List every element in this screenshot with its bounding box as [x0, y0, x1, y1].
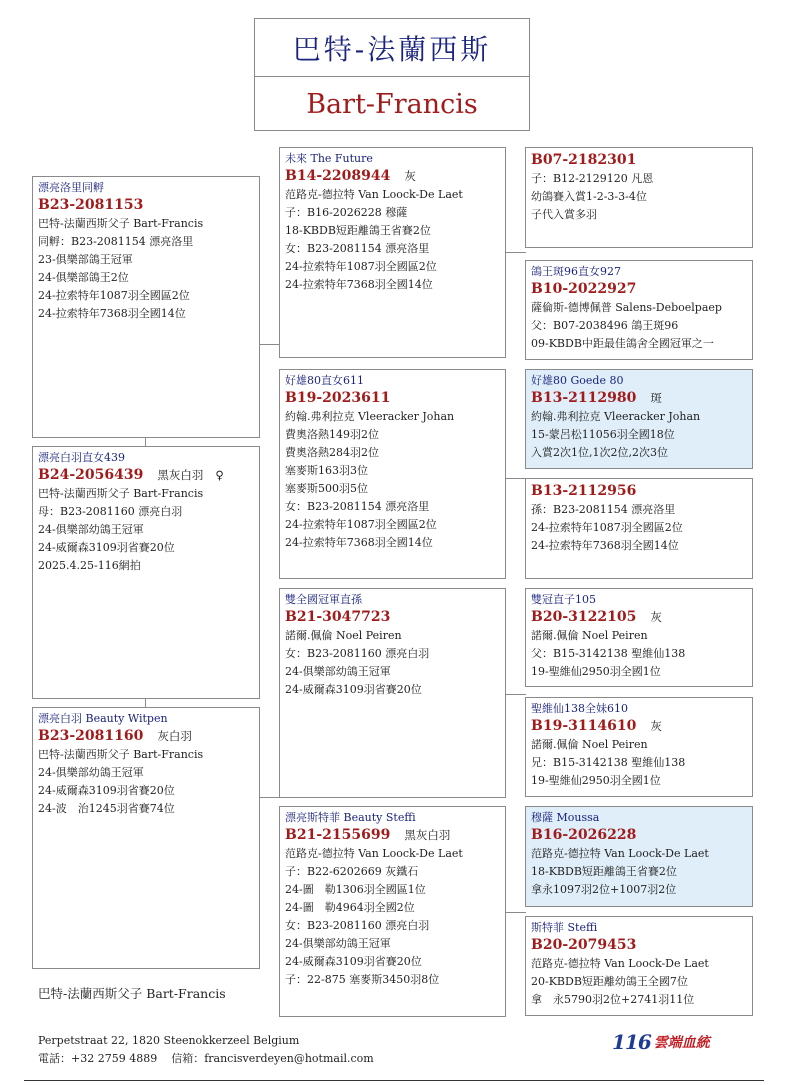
ring-text: B20-3122105: [531, 609, 637, 625]
info-line: 約翰.弗利拉克 Vleeracker Johan: [285, 410, 455, 423]
ring-number: [531, 280, 747, 299]
great-grandparent-card: [525, 147, 753, 248]
info-line: 24-俱樂部幼鴿王冠軍: [285, 937, 391, 950]
header-title-zh: 巴特-法蘭西斯: [255, 19, 529, 77]
info-line: 約翰.弗利拉克 Vleeracker Johan: [531, 410, 701, 423]
info-line: 19-聖維仙2950羽全國1位: [531, 665, 661, 678]
info-line: 24-威爾森3109羽省賽20位: [285, 683, 422, 696]
card-title: 漂亮洛里同孵: [38, 181, 104, 194]
phone: 電話：+32 2759 4889: [38, 1052, 158, 1065]
ring-text: B07-2182301: [531, 152, 637, 168]
connector: [505, 912, 526, 913]
card-title: 漂亮白羽 Beauty Witpen: [38, 712, 168, 725]
info-line: 子：22-875 塞麥斯3450羽8位: [285, 973, 440, 986]
info-line: 范路克-德拉特 Van Loock-De Laet: [531, 847, 709, 860]
info-line: 18-KBDB短距離鴿王省賽2位: [531, 865, 677, 878]
info-line: 費奧洛熱149羽2位: [285, 428, 379, 441]
info-line: 子：B12-2129120 凡恩: [531, 172, 654, 185]
card-title: 漂亮白羽直女439: [38, 451, 125, 464]
ring-text: B24-2056439: [38, 467, 144, 483]
ring-number: [38, 727, 254, 746]
ring-text: B13-2112956: [531, 483, 637, 499]
ring-text: B13-2112980: [531, 390, 637, 406]
connector: [145, 437, 146, 446]
connector: [259, 344, 280, 345]
info-line: 巴特-法蘭西斯父子 Bart-Francis: [38, 487, 204, 500]
owner-name: 巴特-法蘭西斯父子 Bart-Francis: [38, 986, 226, 1001]
ring-text: B10-2022927: [531, 281, 637, 297]
info-line: 19-聖維仙2950羽全國1位: [531, 774, 661, 787]
address: Perpetstraat 22, 1820 Steenokkerzeel Belgium: [38, 1034, 300, 1047]
feather-color: 灰: [650, 719, 662, 733]
info-line: 同孵：B23-2081154 漂亮洛里: [38, 235, 194, 248]
ring-number: [38, 196, 254, 215]
card-title: 鴿王斑96直女927: [531, 265, 621, 278]
ring-number: [531, 608, 747, 627]
info-line: 拿 永5790羽2位+2741羽11位: [531, 993, 695, 1006]
connector: [145, 698, 146, 707]
ring-text: B14-2208944: [285, 168, 391, 184]
info-line: 2025.4.25-116網拍: [38, 559, 141, 572]
card-title: 好雄80直女611: [285, 374, 364, 387]
info-line: 24-拉索特年7368羽全國14位: [285, 536, 433, 549]
feather-color: 黑灰白羽: [404, 828, 451, 842]
logo-text: 雲端血統: [653, 1035, 710, 1051]
ring-text: B20-2079453: [531, 937, 637, 953]
feather-color: 斑: [650, 391, 662, 405]
info-line: 24-威爾森3109羽省賽20位: [285, 955, 422, 968]
subject-card: [32, 176, 260, 438]
info-line: 24-俱樂部幼鴿王冠軍: [38, 766, 144, 779]
card-title: 漂亮斯特菲 Beauty Steffi: [285, 811, 416, 824]
grandparent-card: [279, 806, 506, 1017]
info-line: 范路克-德拉特 Van Loock-De Laet: [531, 957, 709, 970]
info-line: 09-KBDB中距最佳鴿舍全國冠軍之一: [531, 337, 714, 350]
grandparent-card: [279, 147, 506, 358]
sex-symbol: ♀: [215, 468, 224, 482]
brand-logo: [612, 1030, 710, 1054]
ring-number: [285, 389, 500, 408]
info-line: 18-KBDB短距離鴿王省賽2位: [285, 224, 431, 237]
info-line: 子：B22-6202669 灰鐵石: [285, 865, 419, 878]
card-title: 穆薩 Moussa: [531, 811, 600, 824]
info-line: 24-拉索特年1087羽全國區2位: [285, 518, 437, 531]
card-title: 聖維仙138全妹610: [531, 702, 628, 715]
info-line: 24-拉索特年7368羽全國14位: [285, 278, 433, 291]
ring-number: [285, 167, 500, 186]
info-line: 女：B23-2081160 漂亮白羽: [285, 647, 430, 660]
info-line: 諾爾.佩倫 Noel Peiren: [531, 738, 648, 751]
great-grandparent-card: [525, 260, 753, 360]
info-line: 24-拉索特年1087羽全國區2位: [531, 521, 683, 534]
ring-number: [531, 936, 747, 955]
info-line: 24-俱樂部鴿王2位: [38, 271, 129, 284]
great-grandparent-card: [525, 588, 753, 687]
ring-number: [531, 151, 747, 170]
ring-number: [531, 482, 747, 501]
info-line: 24-威爾森3109羽省賽20位: [38, 784, 175, 797]
ring-number: [531, 826, 747, 845]
great-grandparent-card: [525, 916, 753, 1016]
info-line: 24-俱樂部幼鴿王冠軍: [38, 523, 144, 536]
info-line: 23-俱樂部鴿王冠軍: [38, 253, 133, 266]
card-title: 雙冠直子105: [531, 593, 596, 606]
ring-text: B21-2155699: [285, 827, 391, 843]
pedigree-header: [254, 18, 530, 131]
info-line: 范路克-德拉特 Van Loock-De Laet: [285, 188, 463, 201]
great-grandparent-card: [525, 806, 753, 907]
info-line: 入賞2次1位,1次2位,2次3位: [531, 446, 668, 459]
feather-color: 灰: [404, 169, 416, 183]
ring-number: [285, 826, 500, 845]
info-line: 24-拉索特年7368羽全國14位: [531, 539, 679, 552]
info-line: 子：B16-2026228 穆薩: [285, 206, 408, 219]
info-line: 薩倫斯-德博佩普 Salens-Deboelpaep: [531, 301, 722, 314]
info-line: 拿永1097羽2位+1007羽2位: [531, 883, 677, 896]
ring-text: B16-2026228: [531, 827, 637, 843]
info-line: 女：B23-2081154 漂亮洛里: [285, 242, 430, 255]
info-line: 24-威爾森3109羽省賽20位: [38, 541, 175, 554]
sire-card: [32, 446, 260, 699]
card-title: 斯特菲 Steffi: [531, 921, 598, 934]
ring-number: [38, 466, 254, 485]
ring-text: B23-2081153: [38, 197, 144, 213]
logo-number: 116: [612, 1030, 651, 1054]
ring-number: [531, 389, 747, 408]
info-line: 24-拉索特年1087羽全國區2位: [38, 289, 190, 302]
contact-block: [38, 1032, 374, 1068]
info-line: 20-KBDB短距離幼鴿王全國7位: [531, 975, 688, 988]
connector: [259, 797, 280, 798]
footer-divider: [24, 1080, 764, 1081]
feather-color: 灰白羽: [157, 729, 192, 743]
connector: [505, 694, 526, 695]
info-line: 費奧洛熱284羽2位: [285, 446, 379, 459]
info-line: 諾爾.佩倫 Noel Peiren: [285, 629, 402, 642]
info-line: 塞麥斯163羽3位: [285, 464, 368, 477]
info-line: 塞麥斯500羽5位: [285, 482, 368, 495]
ring-text: B21-3047723: [285, 609, 391, 625]
email: 信箱：francisverdeyen@hotmail.com: [171, 1052, 374, 1065]
info-line: 15-蒙呂松11056羽全國18位: [531, 428, 675, 441]
feather-color: 灰: [650, 610, 662, 624]
feather-color: 黑灰白羽: [157, 468, 204, 482]
connector: [505, 478, 526, 479]
grandparent-card: [279, 369, 506, 579]
info-line: 子代入賞多羽: [531, 208, 597, 221]
info-line: 24-圖 勒1306羽全國區1位: [285, 883, 426, 896]
card-title: 好雄80 Goede 80: [531, 374, 624, 387]
info-line: 兄：B15-3142138 聖維仙138: [531, 756, 686, 769]
info-line: 范路克-德拉特 Van Loock-De Laet: [285, 847, 463, 860]
info-line: 孫：B23-2081154 漂亮洛里: [531, 503, 676, 516]
great-grandparent-card: [525, 369, 753, 469]
info-line: 父：B07-2038496 鴿王斑96: [531, 319, 679, 332]
info-line: 巴特-法蘭西斯父子 Bart-Francis: [38, 748, 204, 761]
contact-line: [38, 1050, 374, 1068]
great-grandparent-card: [525, 697, 753, 797]
ring-text: B23-2081160: [38, 728, 144, 744]
header-title-en: Bart-Francis: [306, 89, 478, 120]
info-line: 女：B23-2081154 漂亮洛里: [285, 500, 430, 513]
info-line: 諾爾.佩倫 Noel Peiren: [531, 629, 648, 642]
card-title: 未來 The Future: [285, 152, 373, 165]
info-line: 女：B23-2081160 漂亮白羽: [285, 919, 430, 932]
info-line: 24-拉索特年7368羽全國14位: [38, 307, 186, 320]
great-grandparent-card: [525, 478, 753, 579]
card-title: 雙全國冠軍直孫: [285, 593, 362, 606]
info-line: 母：B23-2081160 漂亮白羽: [38, 505, 183, 518]
info-line: 幼鴿賽入賞1-2-3-3-4位: [531, 190, 647, 203]
dam-card: [32, 707, 260, 969]
info-line: 24-圖 勒4964羽全國2位: [285, 901, 415, 914]
ring-number: [285, 608, 500, 627]
info-line: 24-拉索特年1087羽全國區2位: [285, 260, 437, 273]
info-line: 巴特-法蘭西斯父子 Bart-Francis: [38, 217, 204, 230]
connector: [505, 252, 526, 253]
info-line: 父：B15-3142138 聖維仙138: [531, 647, 686, 660]
grandparent-card: [279, 588, 506, 798]
info-line: 24-俱樂部幼鴿王冠軍: [285, 665, 391, 678]
ring-text: B19-2023611: [285, 390, 391, 406]
ring-text: B19-3114610: [531, 718, 637, 734]
info-line: 24-波 治1245羽省賽74位: [38, 802, 175, 815]
ring-number: [531, 717, 747, 736]
